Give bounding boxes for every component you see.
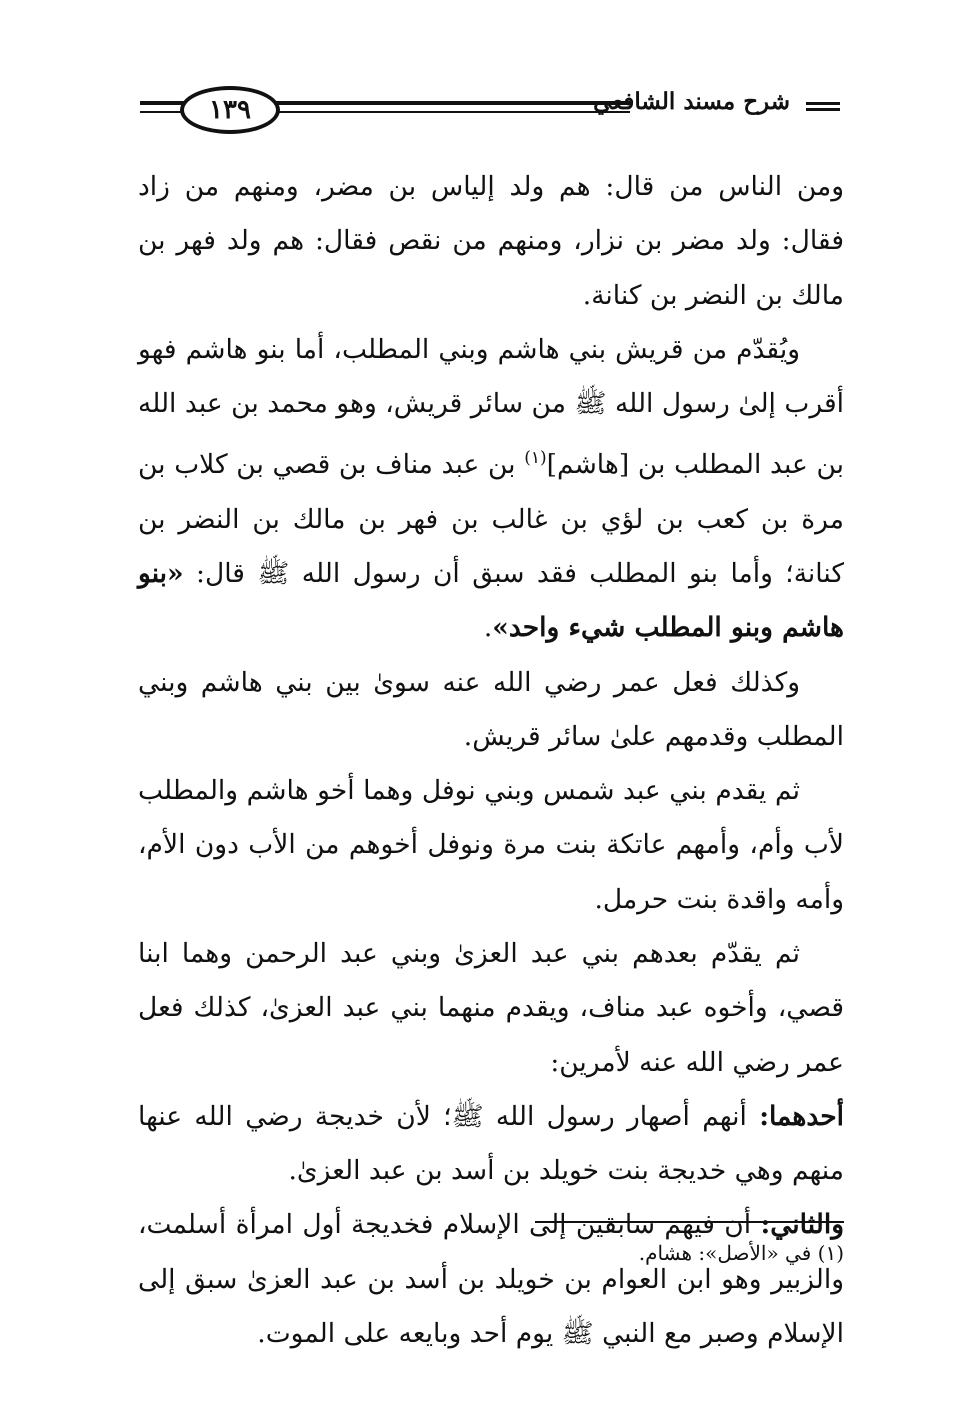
paragraph-2 (138, 323, 844, 656)
paragraph-2-part-a: ويُقدّم من قريش بني هاشم وبني المطلب، أما بنو هاشم فهو أقرب إلىٰ رسول الله ﷺ من سائر قريش، وهو محمد بن عبد الله بن عبد المطلب بن [هاشم] (138, 333, 844, 481)
footnote-separator (535, 1221, 844, 1223)
footnote: (١) في «الأصل»: هشام. (638, 1241, 844, 1265)
first-reason-text: أنهم أصهار رسول الله ﷺ؛ لأن خديجة رضي الله عنها منهم وهي خديجة بنت خويلد بن أسد بن عبد العزىٰ. (138, 1100, 844, 1187)
paragraph-5: ثم يقدّم بعدهم بني عبد العزىٰ وبني عبد الرحمن وهما ابنا قصي، وأخوه عبد مناف، ويقدم منهما بني عبد العزىٰ، كذلك فعل عمر رضي الله عنه لأمرين: (138, 937, 844, 1078)
book-title: شرح مسند الشافعي (593, 88, 790, 115)
second-reason-label: والثاني: (760, 1209, 844, 1241)
paragraph-2-part-b: بن عبد مناف بن قصي بن كلاب بن مرة بن كعب بن لؤي بن غالب بن فهر بن مالك بن النضر بن كنانة؛ وأما بنو المطلب فقد سبق أن رسول الله ﷺ قال: (138, 449, 844, 589)
paragraph-6 (138, 1090, 844, 1199)
paragraph-3: وكذلك فعل عمر رضي الله عنه سوىٰ بين بني هاشم وبني المطلب وقدمهم علىٰ سائر قريش. (138, 666, 844, 752)
page-header (140, 84, 840, 134)
paragraph-1: ومن الناس من قال: هم ولد إلياس بن مضر، ومنهم من زاد فقال: ولد مضر بن نزار، ومنهم من نقص فقال: هم ولد فهر بن مالك بن النضر بن كنانة. (138, 171, 844, 311)
page-number: ١٣٩ (180, 86, 280, 134)
header-ornament (806, 102, 840, 111)
footnote-ref: (١) (524, 448, 547, 469)
main-text (138, 160, 844, 1361)
paragraph-4: ثم يقدم بني عبد شمس وبني نوفل وهما أخو هاشم والمطلب لأب وأم، وأمهم عاتكة بنت مرة ونوفل أخوهم من الأب دون الأم، وأمه واقدة بنت حرمل. (138, 775, 844, 915)
second-reason-text: أن فيهم سابقين إلى الإسلام فخديجة أول امرأة أسلمت، والزبير وهو ابن العوام بن خويلد بن أسد بن عبد العزىٰ سبق إلى الإسلام وصبر مع النبي ﷺ يوم أحد وبايعه على الموت. (138, 1209, 844, 1350)
paragraph-2-end: . (483, 612, 493, 644)
first-reason-label: أحدهما: (759, 1100, 844, 1132)
hadith-quote: «بنو هاشم وبنو المطلب شيء واحد» (138, 557, 844, 644)
